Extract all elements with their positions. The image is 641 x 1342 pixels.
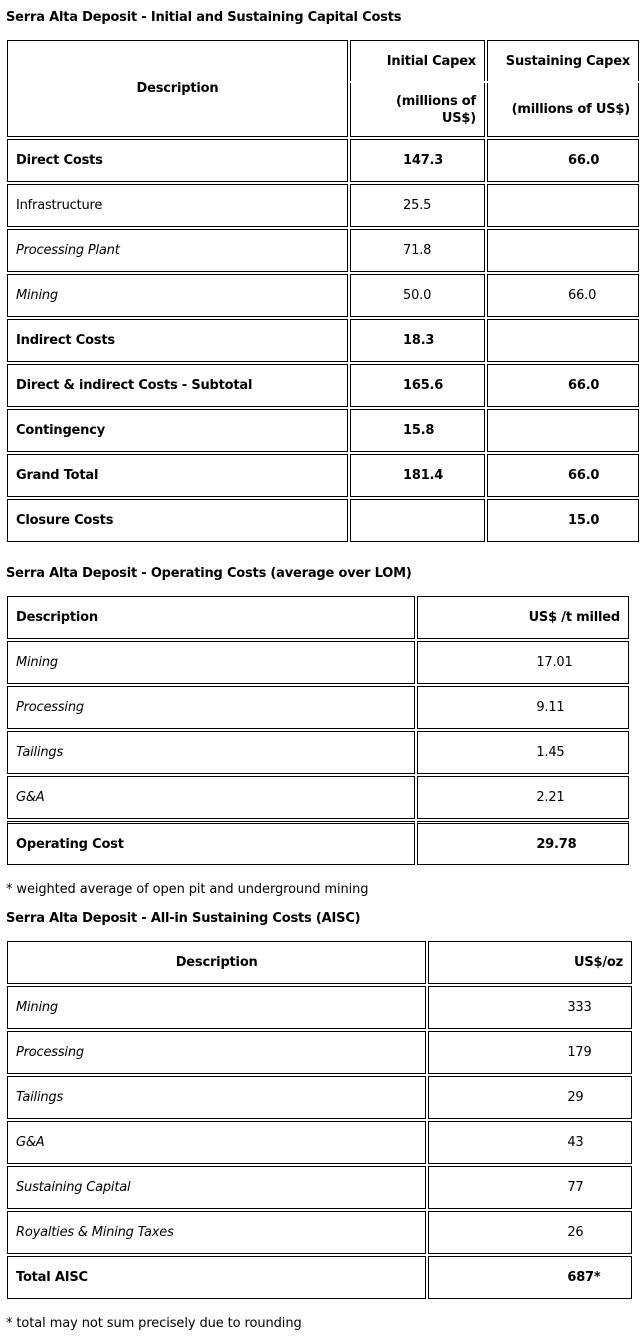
- capex-row-sustaining: [487, 409, 639, 452]
- aisc-header-description: Description: [7, 941, 426, 984]
- aisc-row-value: 333: [428, 986, 632, 1029]
- capex-table: [5, 38, 641, 544]
- opex-row-value: 1.45: [417, 731, 629, 774]
- capex-row-sustaining: [487, 184, 639, 227]
- aisc-row: [7, 1211, 632, 1254]
- capex-row-sustaining: 66.0: [487, 139, 639, 182]
- capex-header-initial-unit: (millions of US$): [350, 83, 485, 137]
- capex-row-initial: 181.4: [350, 454, 485, 497]
- aisc-row-value: 29: [428, 1076, 632, 1119]
- capex-header-initial: Initial Capex: [350, 40, 485, 81]
- opex-row-value: 9.11: [417, 686, 629, 729]
- opex-row-value: 17.01: [417, 641, 629, 684]
- capex-row-initial: [350, 499, 485, 542]
- aisc-row: [7, 1166, 632, 1209]
- opex-row: [7, 776, 629, 819]
- aisc-row: [7, 1076, 632, 1119]
- aisc-total-value: 687*: [428, 1256, 632, 1299]
- aisc-header-value: US$/oz: [428, 941, 632, 984]
- opex-row: [7, 641, 629, 684]
- capex-row-initial: 18.3: [350, 319, 485, 362]
- capex-row-description: Infrastructure: [7, 184, 348, 227]
- aisc-total-row: [7, 1256, 632, 1299]
- opex-header-description: Description: [7, 596, 415, 639]
- capex-row-initial: 15.8: [350, 409, 485, 452]
- aisc-row-description: Royalties & Mining Taxes: [7, 1211, 426, 1254]
- aisc-row-description: G&A: [7, 1121, 426, 1164]
- capex-row-initial: 25.5: [350, 184, 485, 227]
- capex-row-initial: 147.3: [350, 139, 485, 182]
- capex-row: [7, 229, 639, 272]
- capex-row-description: Mining: [7, 274, 348, 317]
- capex-row: [7, 139, 639, 182]
- aisc-row-description: Tailings: [7, 1076, 426, 1119]
- opex-row-description: Mining: [7, 641, 415, 684]
- capex-row-sustaining: 15.0: [487, 499, 639, 542]
- aisc-row: [7, 1031, 632, 1074]
- aisc-row-description: Mining: [7, 986, 426, 1029]
- opex-row-value: 2.21: [417, 776, 629, 819]
- opex-row: [7, 731, 629, 774]
- aisc-row: [7, 986, 632, 1029]
- opex-row: [7, 686, 629, 729]
- aisc-row: [7, 1121, 632, 1164]
- capex-row-sustaining: [487, 229, 639, 272]
- opex-total-row: [7, 821, 629, 865]
- capex-header-sustaining: Sustaining Capex: [487, 40, 639, 81]
- capex-row-description: Processing Plant: [7, 229, 348, 272]
- capex-row: [7, 499, 639, 542]
- capex-row-sustaining: 66.0: [487, 454, 639, 497]
- capex-row-description: Direct & indirect Costs - Subtotal: [7, 364, 348, 407]
- capex-row-description: Closure Costs: [7, 499, 348, 542]
- capex-row: [7, 454, 639, 497]
- aisc-footnote: * total may not sum precisely due to rounding: [6, 1316, 302, 1331]
- capex-row-description: Direct Costs: [7, 139, 348, 182]
- capex-row: [7, 274, 639, 317]
- capex-row-sustaining: 66.0: [487, 364, 639, 407]
- capex-row: [7, 409, 639, 452]
- opex-row-description: Processing: [7, 686, 415, 729]
- aisc-row-value: 77: [428, 1166, 632, 1209]
- aisc-title: Serra Alta Deposit - All-in Sustaining Costs (AISC): [6, 911, 361, 926]
- capex-row: [7, 184, 639, 227]
- opex-title: Serra Alta Deposit - Operating Costs (average over LOM): [6, 566, 412, 581]
- capex-title: Serra Alta Deposit - Initial and Sustaining Capital Costs: [6, 10, 402, 25]
- capex-row-sustaining: [487, 319, 639, 362]
- opex-row-description: Tailings: [7, 731, 415, 774]
- capex-row: [7, 319, 639, 362]
- capex-header-row-1: [7, 40, 639, 81]
- aisc-row-description: Processing: [7, 1031, 426, 1074]
- capex-row: [7, 364, 639, 407]
- capex-row-initial: 165.6: [350, 364, 485, 407]
- capex-header-sustaining-unit: (millions of US$): [487, 83, 639, 137]
- capex-row-initial: 50.0: [350, 274, 485, 317]
- capex-row-sustaining: 66.0: [487, 274, 639, 317]
- capex-row-description: Contingency: [7, 409, 348, 452]
- opex-total-value: 29.78: [417, 821, 629, 865]
- opex-header-row: [7, 596, 629, 639]
- aisc-row-value: 179: [428, 1031, 632, 1074]
- aisc-header-row: [7, 941, 632, 984]
- opex-row-description: G&A: [7, 776, 415, 819]
- capex-header-description: Description: [7, 40, 348, 137]
- capex-row-description: Indirect Costs: [7, 319, 348, 362]
- opex-table: [5, 594, 631, 867]
- aisc-table: [5, 939, 634, 1301]
- opex-header-value: US$ /t milled: [417, 596, 629, 639]
- opex-footnote: * weighted average of open pit and underground mining: [6, 882, 369, 897]
- aisc-row-value: 43: [428, 1121, 632, 1164]
- opex-total-description: Operating Cost: [7, 821, 415, 865]
- capex-row-description: Grand Total: [7, 454, 348, 497]
- aisc-row-description: Sustaining Capital: [7, 1166, 426, 1209]
- capex-row-initial: 71.8: [350, 229, 485, 272]
- aisc-row-value: 26: [428, 1211, 632, 1254]
- aisc-total-description: Total AISC: [7, 1256, 426, 1299]
